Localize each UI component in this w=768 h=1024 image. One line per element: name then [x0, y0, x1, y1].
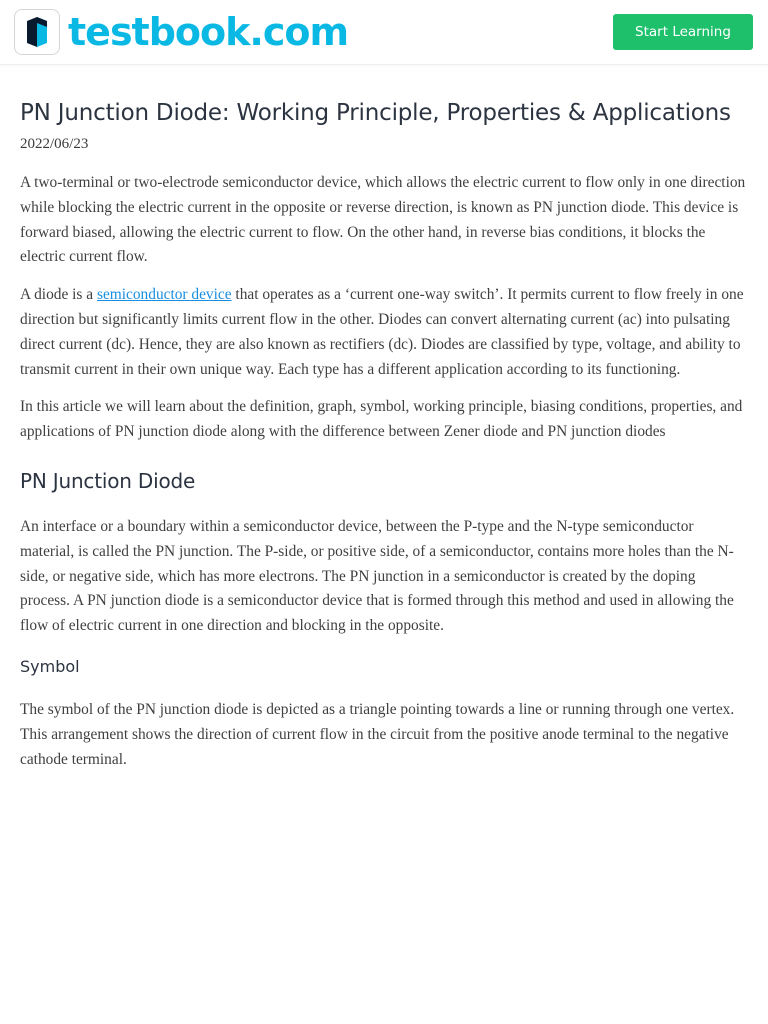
publish-date: 2022/06/23 — [20, 136, 89, 152]
site-header — [0, 0, 768, 65]
intro-paragraph-3: In this article we will learn about the definition, graph, symbol, working principle, biasing conditions, properties, and applications of PN junction diode along with the difference between Zener diode and PN junction diodes — [20, 398, 743, 441]
semiconductor-device-link[interactable]: semiconductor device — [96, 286, 232, 304]
section-heading: PN Junction Diode — [20, 468, 196, 493]
site-logo[interactable] — [14, 9, 348, 55]
subsection-heading: Symbol — [20, 656, 80, 676]
article-body — [20, 98, 748, 772]
page-title: PN Junction Diode: Working Principle, Properties & Applications — [20, 100, 731, 126]
intro-paragraph-2 — [20, 283, 748, 382]
start-learning-button[interactable]: Start Learning — [613, 14, 753, 50]
intro-paragraph-2-lead: A diode is a — [20, 286, 97, 304]
testbook-logo-icon — [14, 9, 60, 55]
intro-paragraph-1: A two-terminal or two-electrode semiconductor device, which allows the electric current to flow only in one direction while blocking the electric current in the opposite or reverse direction, is known as PN junction diode. This device is forward biased, allowing the electric current to flow. On the other hand, in reverse bias conditions, it blocks the electric current flow. — [20, 174, 746, 266]
intro-paragraph-2-rest: that operates as a ‘current one-way switch’. It permits current to flow freely in one direction but significantly limits current flow in the other. Diodes can convert alternating current (ac) into pulsating direct current (dc). Hence, they are also known as rectifiers (dc). Diodes are classified by type, voltage, and ability to transmit current in their own unique way. Each type has a different application according to its functioning. — [20, 286, 744, 378]
logo-wordmark: testbook.com — [68, 10, 349, 54]
subsection-paragraph: The symbol of the PN junction diode is depicted as a triangle pointing towards a line or running through one vertex. This arrangement shows the direction of current flow in the circuit from the positive anode terminal to the negative cathode terminal. — [20, 700, 735, 768]
section-paragraph: An interface or a boundary within a semiconductor device, between the P-type and the N-type semiconductor material, is called the PN junction. The P-side, or positive side, of a semiconductor, contains more holes than the N-side, or negative side, which has more electrons. The PN junction in a semiconductor is created by the doping process. A PN junction diode is a semiconductor device that is formed through this method and used in allowing the flow of electric current in one direction and blocking in the opposite. — [20, 517, 734, 635]
